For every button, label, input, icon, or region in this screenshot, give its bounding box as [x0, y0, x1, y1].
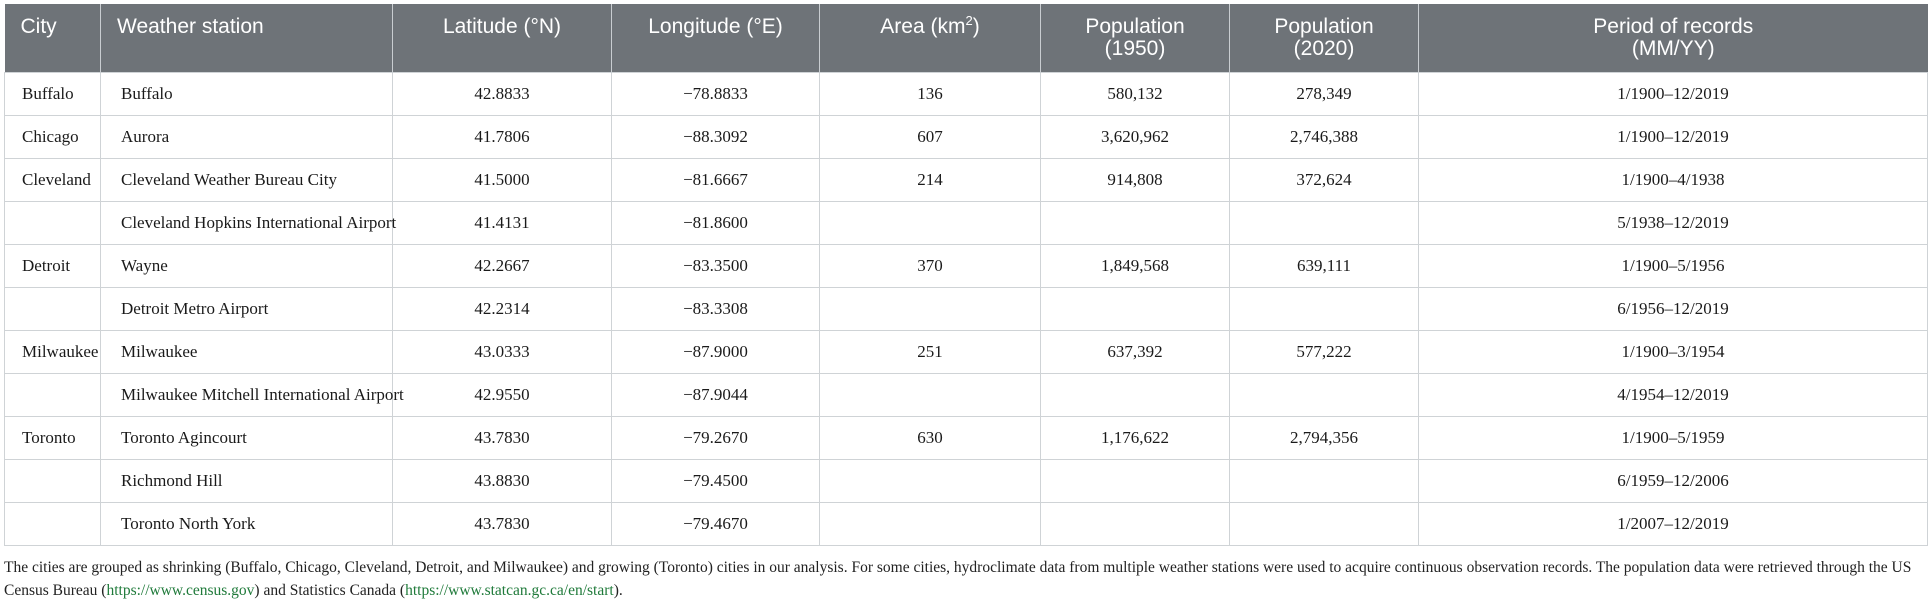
cell-longitude: −79.2670 — [612, 416, 820, 459]
cell-city — [5, 373, 101, 416]
table-row — [5, 373, 1928, 416]
cell-city: Toronto — [5, 416, 101, 459]
cell-period-of-records: 1/1900–4/1938 — [1419, 158, 1928, 201]
cell-population-1950 — [1041, 287, 1230, 330]
cell-longitude: −87.9044 — [612, 373, 820, 416]
cell-weather-station: Buffalo — [101, 72, 393, 115]
header-row — [5, 4, 1928, 72]
cell-longitude: −87.9000 — [612, 330, 820, 373]
cell-city: Chicago — [5, 115, 101, 158]
cell-area: 370 — [820, 244, 1041, 287]
header-city: City — [5, 4, 101, 72]
cell-period-of-records: 1/1900–5/1959 — [1419, 416, 1928, 459]
cell-population-1950: 1,849,568 — [1041, 244, 1230, 287]
cell-area: 630 — [820, 416, 1041, 459]
footnote-text-3: ). — [613, 582, 623, 599]
cell-population-1950 — [1041, 373, 1230, 416]
header-pop1950-line2: (1950) — [1104, 37, 1166, 60]
cell-weather-station: Cleveland Hopkins International Airport — [101, 201, 393, 244]
data-table-container — [4, 4, 1927, 546]
cell-city — [5, 201, 101, 244]
header-pop1950-line1: Population — [1085, 15, 1185, 38]
cell-longitude: −83.3308 — [612, 287, 820, 330]
cell-longitude: −81.6667 — [612, 158, 820, 201]
cell-population-2020 — [1230, 287, 1419, 330]
cell-population-1950 — [1041, 201, 1230, 244]
cell-population-2020 — [1230, 502, 1419, 545]
cell-weather-station: Wayne — [101, 244, 393, 287]
cell-population-1950 — [1041, 459, 1230, 502]
cell-population-1950: 914,808 — [1041, 158, 1230, 201]
header-period-of-records — [1419, 4, 1928, 72]
cell-population-1950: 637,392 — [1041, 330, 1230, 373]
cell-weather-station: Toronto Agincourt — [101, 416, 393, 459]
cell-population-2020: 639,111 — [1230, 244, 1419, 287]
header-pop2020-line1: Population — [1274, 15, 1374, 38]
cell-longitude: −88.3092 — [612, 115, 820, 158]
cell-latitude: 42.9550 — [393, 373, 612, 416]
cell-city — [5, 502, 101, 545]
table-row — [5, 459, 1928, 502]
header-latitude: Latitude (°N) — [393, 4, 612, 72]
header-area-close: ) — [972, 15, 980, 38]
cell-latitude: 41.5000 — [393, 158, 612, 201]
cell-period-of-records: 1/1900–5/1956 — [1419, 244, 1928, 287]
table-row — [5, 416, 1928, 459]
cell-population-2020: 577,222 — [1230, 330, 1419, 373]
table-footnote — [4, 556, 1927, 602]
table-header — [5, 4, 1928, 72]
cell-area: 251 — [820, 330, 1041, 373]
cell-area: 214 — [820, 158, 1041, 201]
cell-city: Milwaukee — [5, 330, 101, 373]
cell-latitude: 43.7830 — [393, 502, 612, 545]
cell-area — [820, 502, 1041, 545]
header-longitude: Longitude (°E) — [612, 4, 820, 72]
cell-population-1950 — [1041, 502, 1230, 545]
cell-population-1950: 1,176,622 — [1041, 416, 1230, 459]
cell-city: Buffalo — [5, 72, 101, 115]
cell-latitude: 42.8833 — [393, 72, 612, 115]
header-population-1950 — [1041, 4, 1230, 72]
cell-weather-station: Richmond Hill — [101, 459, 393, 502]
cell-latitude: 43.0333 — [393, 330, 612, 373]
cell-latitude: 43.8830 — [393, 459, 612, 502]
header-weather-station: Weather station — [101, 4, 393, 72]
cell-weather-station: Milwaukee Mitchell International Airport — [101, 373, 393, 416]
cell-period-of-records: 1/1900–12/2019 — [1419, 72, 1928, 115]
cell-population-2020: 2,746,388 — [1230, 115, 1419, 158]
cell-area — [820, 373, 1041, 416]
header-area — [820, 4, 1041, 72]
cell-weather-station: Milwaukee — [101, 330, 393, 373]
cell-area — [820, 459, 1041, 502]
cell-period-of-records: 5/1938–12/2019 — [1419, 201, 1928, 244]
cell-longitude: −79.4500 — [612, 459, 820, 502]
cell-population-1950: 580,132 — [1041, 72, 1230, 115]
cell-population-2020: 2,794,356 — [1230, 416, 1419, 459]
cell-population-2020 — [1230, 459, 1419, 502]
cell-latitude: 41.4131 — [393, 201, 612, 244]
header-area-superscript: 2 — [965, 13, 973, 28]
footnote-text-2: ) and Statistics Canada ( — [254, 582, 406, 599]
header-pop2020-line2: (2020) — [1293, 37, 1355, 60]
cell-population-2020: 372,624 — [1230, 158, 1419, 201]
cell-period-of-records: 6/1959–12/2006 — [1419, 459, 1928, 502]
cell-longitude: −78.8833 — [612, 72, 820, 115]
cell-area: 136 — [820, 72, 1041, 115]
cell-period-of-records: 1/2007–12/2019 — [1419, 502, 1928, 545]
cell-period-of-records: 6/1956–12/2019 — [1419, 287, 1928, 330]
weather-station-table — [4, 4, 1928, 546]
table-row — [5, 502, 1928, 545]
cell-city: Detroit — [5, 244, 101, 287]
cell-longitude: −79.4670 — [612, 502, 820, 545]
census-bureau-link[interactable]: https://www.census.gov — [106, 582, 255, 599]
cell-latitude: 42.2314 — [393, 287, 612, 330]
cell-city: Cleveland — [5, 158, 101, 201]
cell-area — [820, 201, 1041, 244]
table-row — [5, 244, 1928, 287]
table-row — [5, 158, 1928, 201]
table-row — [5, 330, 1928, 373]
cell-period-of-records: 4/1954–12/2019 — [1419, 373, 1928, 416]
cell-weather-station: Aurora — [101, 115, 393, 158]
cell-area — [820, 287, 1041, 330]
cell-longitude: −83.3500 — [612, 244, 820, 287]
header-period-line1: Period of records — [1593, 15, 1754, 38]
cell-population-2020: 278,349 — [1230, 72, 1419, 115]
cell-weather-station: Cleveland Weather Bureau City — [101, 158, 393, 201]
cell-population-2020 — [1230, 373, 1419, 416]
cell-population-2020 — [1230, 201, 1419, 244]
cell-city — [5, 287, 101, 330]
cell-longitude: −81.8600 — [612, 201, 820, 244]
footnote-text-1: The cities are grouped as shrinking (Buffalo, Chicago, Cleveland, Detroit, and Milwaukee) and growing (Toronto) cities in our analysis. For some cities, hydroclimate data from multiple weather stations were used to acquire continuous observation records. The population data were retrieved through the US Census Bureau ( — [4, 559, 1912, 599]
table-body — [5, 72, 1928, 545]
cell-latitude: 42.2667 — [393, 244, 612, 287]
table-row — [5, 201, 1928, 244]
cell-population-1950: 3,620,962 — [1041, 115, 1230, 158]
cell-latitude: 41.7806 — [393, 115, 612, 158]
cell-period-of-records: 1/1900–3/1954 — [1419, 330, 1928, 373]
header-period-line2: (MM/YY) — [1631, 37, 1715, 60]
header-population-2020 — [1230, 4, 1419, 72]
cell-weather-station: Detroit Metro Airport — [101, 287, 393, 330]
cell-area: 607 — [820, 115, 1041, 158]
table-row — [5, 72, 1928, 115]
table-row — [5, 287, 1928, 330]
header-area-text: Area (km — [880, 15, 966, 38]
statistics-canada-link[interactable]: https://www.statcan.gc.ca/en/start — [405, 582, 614, 599]
cell-period-of-records: 1/1900–12/2019 — [1419, 115, 1928, 158]
cell-city — [5, 459, 101, 502]
table-row — [5, 115, 1928, 158]
cell-latitude: 43.7830 — [393, 416, 612, 459]
cell-weather-station: Toronto North York — [101, 502, 393, 545]
